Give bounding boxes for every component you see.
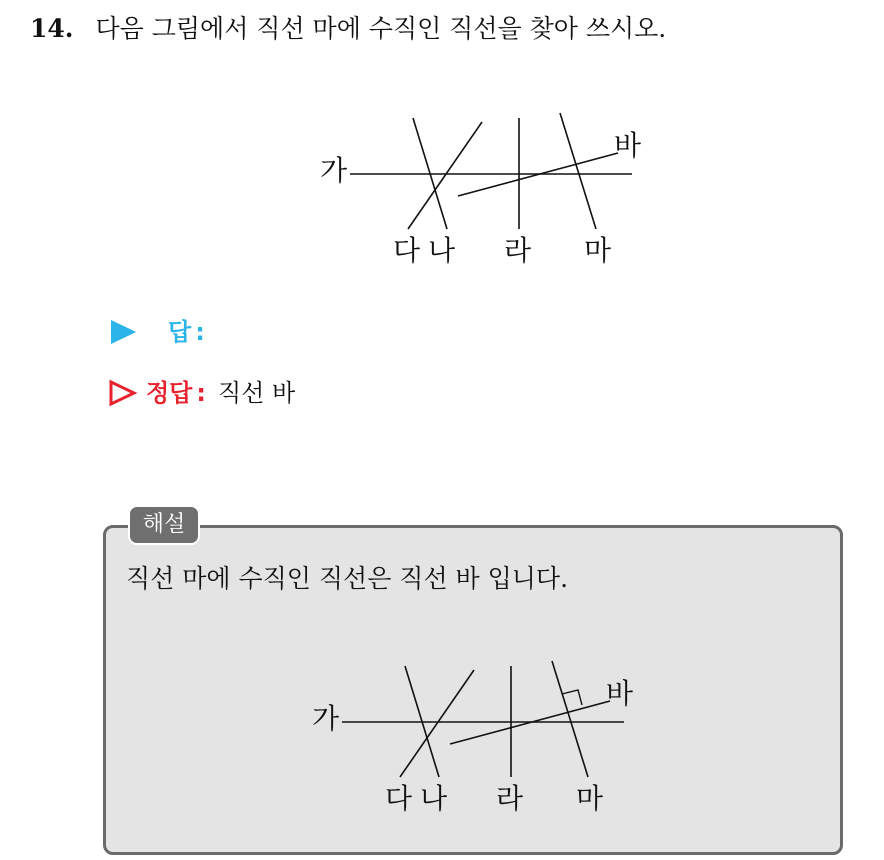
label-da: 다 bbox=[385, 782, 413, 815]
solution-label: 정답 bbox=[146, 379, 193, 407]
answer-blank-row bbox=[108, 316, 205, 348]
label-ma: 마 bbox=[584, 234, 612, 267]
explanation-text: 직선 마에 수직인 직선은 직선 바 입니다. bbox=[126, 564, 569, 593]
solution-row bbox=[108, 377, 295, 409]
line-ma bbox=[552, 661, 588, 777]
solution-colon: : bbox=[196, 379, 206, 407]
label-na: 나 bbox=[428, 234, 456, 267]
label-ga: 가 bbox=[320, 154, 348, 187]
answer-label: 답 bbox=[168, 318, 192, 346]
explanation-tab: 해설 bbox=[128, 505, 200, 545]
label-ba: 바 bbox=[606, 677, 634, 710]
label-ga: 가 bbox=[312, 702, 340, 735]
label-ra: 라 bbox=[504, 234, 532, 267]
question-text: 다음 그림에서 직선 마에 수직인 직선을 찾아 쓰시오. bbox=[95, 14, 667, 43]
question-figure bbox=[300, 105, 660, 275]
question-number: 14. bbox=[30, 14, 74, 43]
explanation-figure-svg bbox=[300, 655, 660, 825]
outline-triangle-icon bbox=[108, 379, 138, 407]
question bbox=[30, 12, 666, 46]
filled-triangle-icon bbox=[108, 318, 138, 346]
question-figure-svg bbox=[300, 105, 660, 275]
line-ma bbox=[560, 113, 596, 229]
label-ra: 라 bbox=[496, 782, 524, 815]
answer-colon: : bbox=[195, 318, 205, 346]
solution-value: 직선 바 bbox=[217, 379, 296, 407]
label-ba: 바 bbox=[614, 129, 642, 162]
label-ma: 마 bbox=[576, 782, 604, 815]
explanation-figure bbox=[300, 655, 660, 825]
label-da: 다 bbox=[393, 234, 421, 267]
label-na: 나 bbox=[420, 782, 448, 815]
